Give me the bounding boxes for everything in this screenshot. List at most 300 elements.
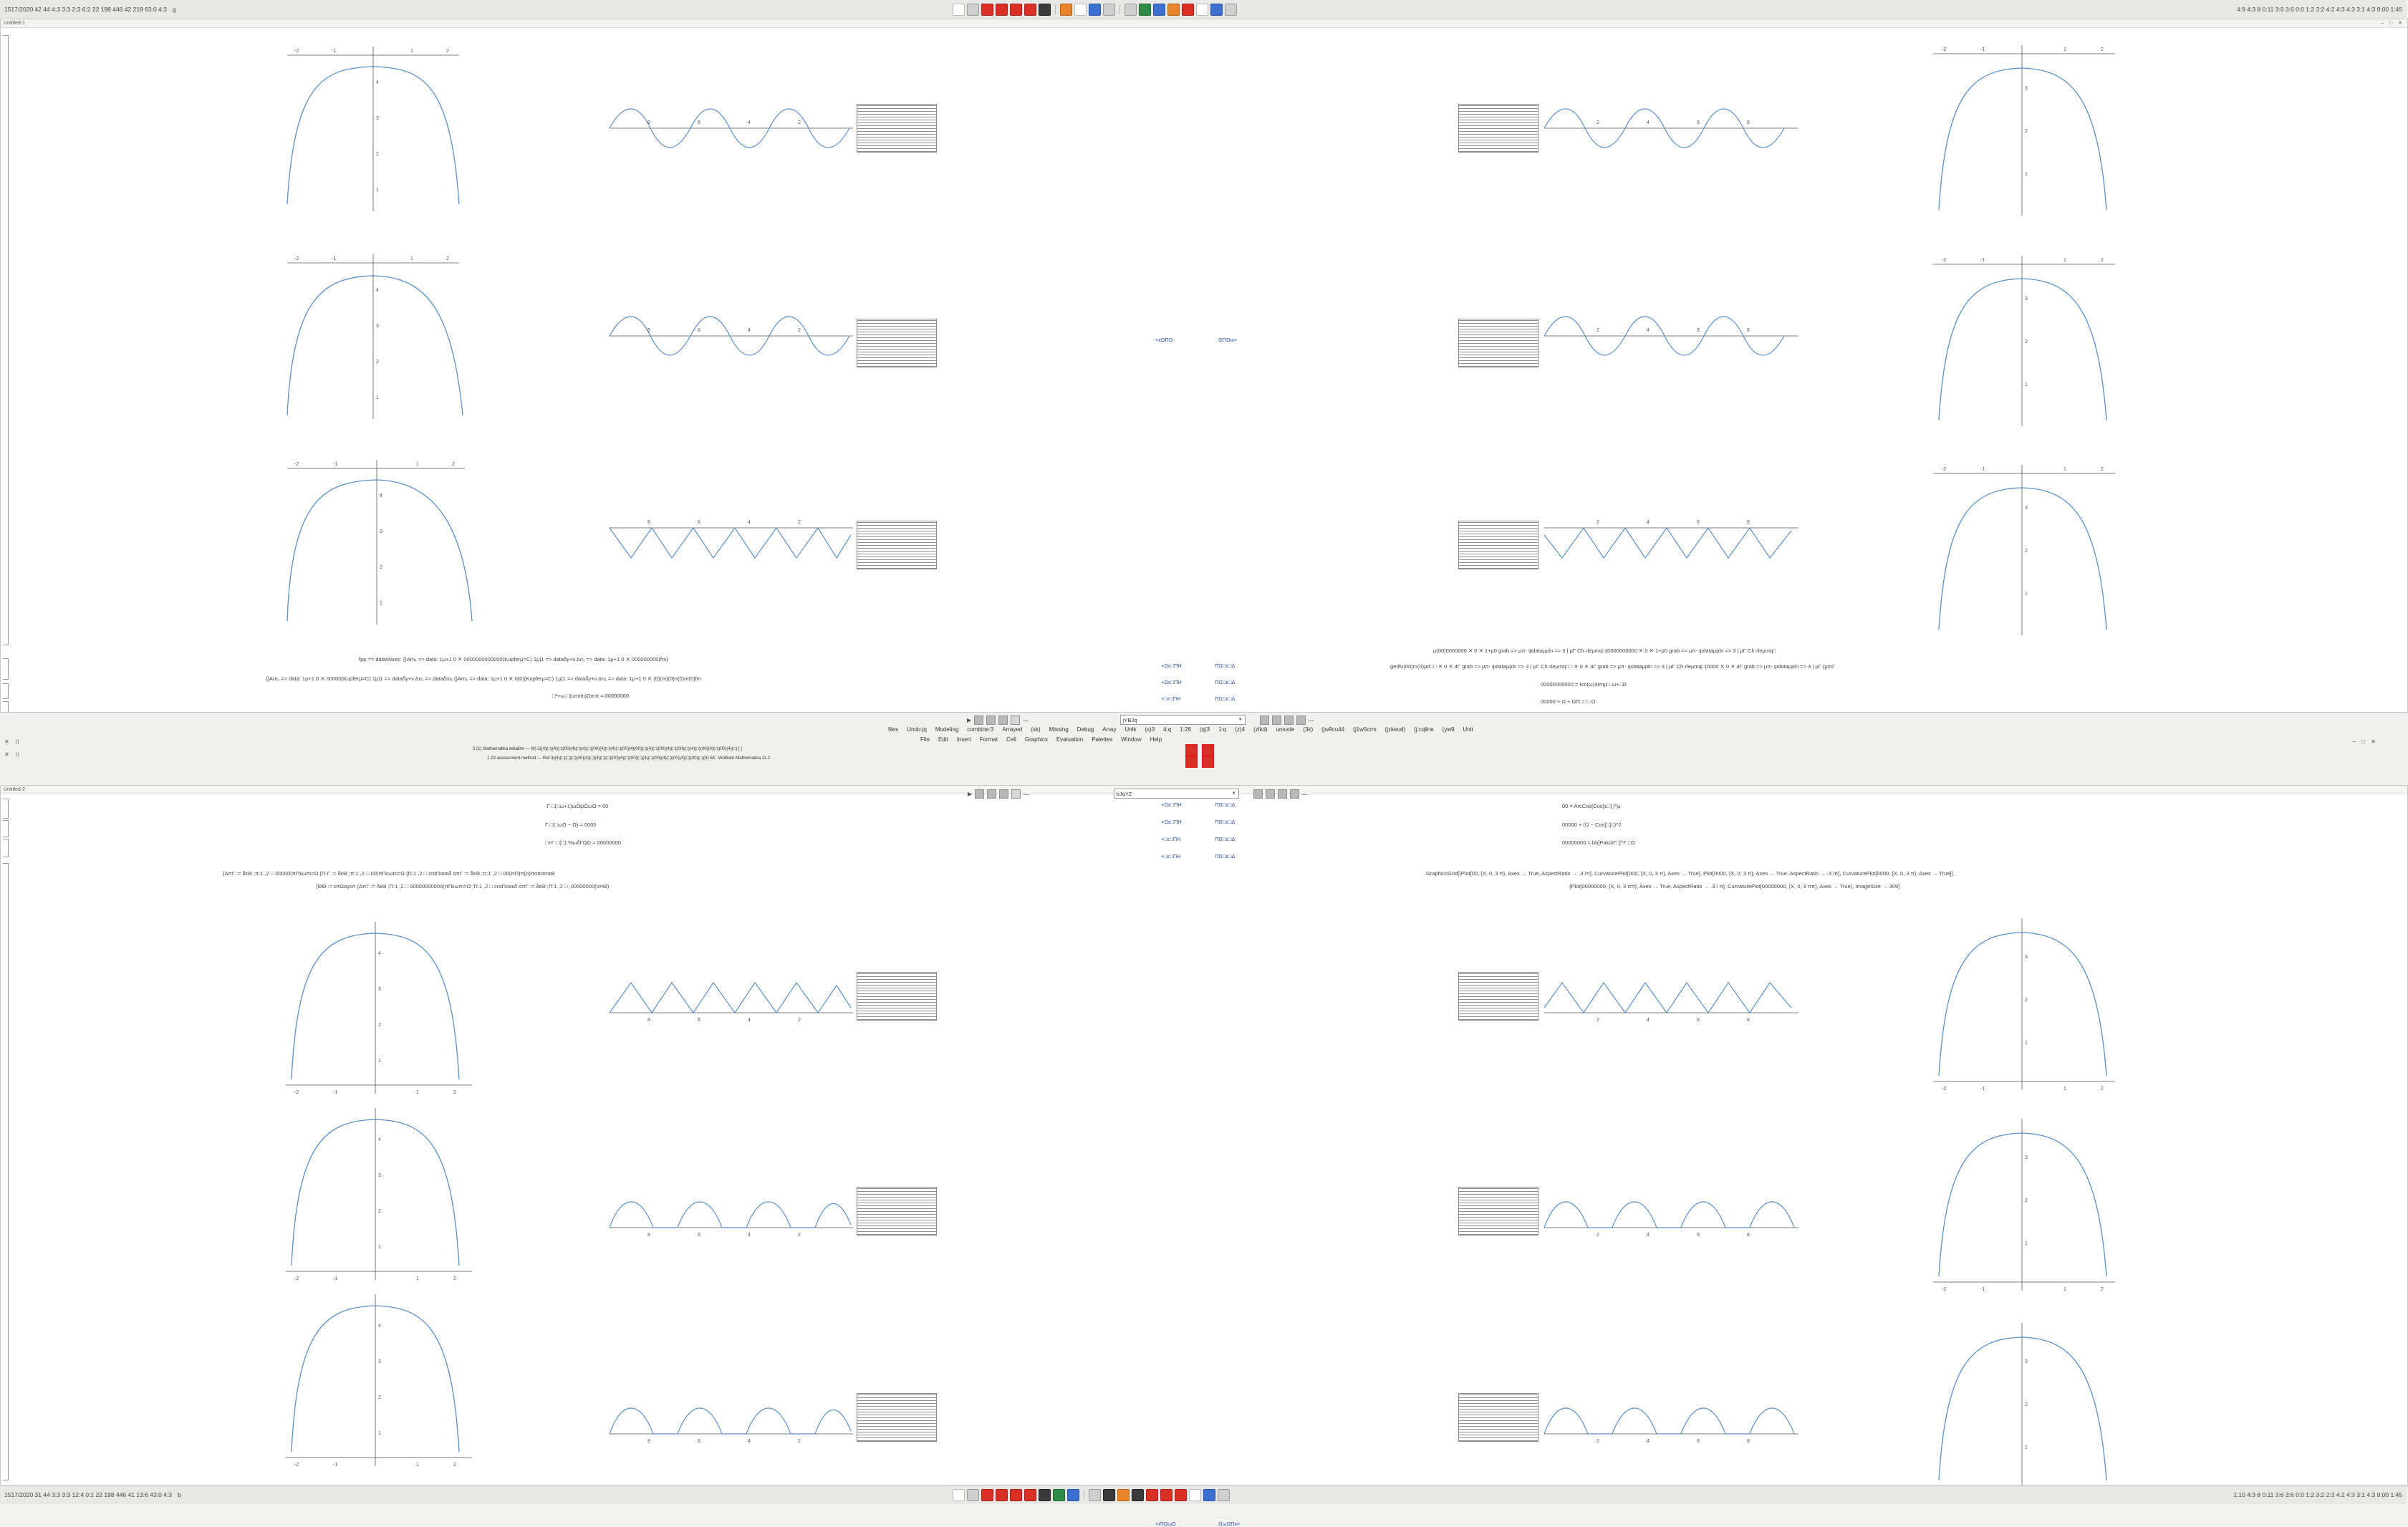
folder-icon[interactable] (1117, 1489, 1130, 1501)
svg-text:4: 4 (1647, 1439, 1650, 1444)
svg-text:-1: -1 (333, 1276, 338, 1281)
menu-insert[interactable]: Insert (956, 736, 971, 743)
plot-topfar-2[interactable] (1927, 249, 2121, 428)
menu-item[interactable]: Undo:jq (907, 726, 927, 733)
top-system-panel (0, 0, 2407, 19)
inline-label[interactable]: +Ωε□ΠΗ (1161, 801, 1182, 808)
menu-graphics[interactable]: Graphics (1024, 736, 1048, 743)
svg-text:2: 2 (2101, 258, 2104, 263)
svg-text:8: 8 (1747, 1233, 1750, 1238)
bottom-panel-tray (953, 1489, 1230, 1501)
code-line[interactable]: GraphicsGrid[{Plot[00, {X, 0, 3 π}, Axes → True, AspectRatio → .3 /π], CurvaturePlot[000, {X, 0, 3 π}, Axes → True], Plot[0000, {X, 0, 3 π}, Axes → True, AspectRatio → .3 /π], CurvaturePlot[0000, {X, 0, 3 π}, Axes → True]}, (1426, 870, 1955, 877)
tool-square[interactable] (987, 789, 996, 799)
svg-text:1: 1 (380, 601, 382, 606)
menu-item[interactable]: Missing (1049, 726, 1069, 733)
inline-label[interactable]: ΠΩ□ε□Δ (1215, 819, 1236, 825)
svg-text:2: 2 (376, 152, 379, 157)
svg-text:2: 2 (453, 1090, 456, 1095)
svg-text:-2: -2 (294, 1463, 299, 1468)
window-controls-mid[interactable]: – □ ✕ (2352, 738, 2378, 745)
svg-text:1: 1 (2063, 258, 2066, 263)
plot-topleft-1[interactable] (280, 39, 466, 211)
svg-text:2: 2 (2101, 1287, 2104, 1292)
center-inline-right[interactable]: ΩωΩΠιι> (1218, 1521, 1241, 1527)
chart-icon[interactable] (1182, 4, 1194, 16)
svg-text:2: 2 (2101, 467, 2104, 472)
bottom-panel-corner-label: b (177, 1491, 181, 1498)
svg-text:2: 2 (1596, 520, 1599, 525)
plot-topright-1[interactable] (1541, 98, 1806, 155)
plot-botmid-3[interactable] (606, 1389, 871, 1447)
log-line-2[interactable]: 1.23 assessment method — Ref 3((4)(□)(□)(□)(00)(4)(□)(4)(□)(□)(00)(4)(□)(00)(□)(4)(□)(00)(4)(□)(00)(4)(□)(00)(□)(4) 58 : Wolfram Mathematica 11.2 (487, 756, 770, 761)
mathematica-red-icon[interactable] (996, 1489, 1008, 1501)
clock-icon[interactable] (1189, 1489, 1201, 1501)
menu-item[interactable]: (z)4 (1235, 726, 1246, 733)
svg-text:2: 2 (2101, 47, 2104, 52)
svg-text:2: 2 (2025, 998, 2028, 1003)
menu-help[interactable]: Help (1150, 736, 1162, 743)
menu-item[interactable]: (s)3 (1145, 726, 1155, 733)
dense-label-block (1458, 1187, 1538, 1235)
menu-evaluation[interactable]: Evaluation (1056, 736, 1084, 743)
code-line[interactable]: {Plot[00000000, {X, 0, 3 ππ}, Axes → True, AspectRatio → .3 / π], CurvaturePlot[00000000, {X, 0, 3 ππ}, Axes → True}, ImageSize → 309] (1569, 883, 1900, 890)
plot-botleft-2[interactable] (280, 1101, 481, 1287)
menu-bar (0, 733, 2407, 743)
svg-text:1: 1 (378, 1245, 381, 1250)
save-icon[interactable] (1089, 1489, 1101, 1501)
inline-label[interactable]: ΠΩ□ε□Δ (1215, 853, 1236, 859)
error-marker-icon[interactable] (1202, 744, 1214, 756)
chart-icon[interactable] (1175, 1489, 1187, 1501)
error-marker-icon[interactable] (1185, 756, 1198, 768)
svg-text:2: 2 (2025, 339, 2028, 345)
svg-text:2: 2 (2025, 129, 2028, 134)
svg-text:8: 8 (1747, 520, 1750, 525)
menu-item[interactable]: (3k) (1303, 726, 1314, 733)
plot-botmid-2[interactable] (606, 1183, 871, 1241)
photo-icon[interactable] (1139, 4, 1151, 16)
svg-text:8: 8 (647, 1439, 650, 1444)
tool-square[interactable] (1272, 716, 1281, 725)
code-line[interactable]: {}Arn₁ => data: 1μ+1 0 ✕ 00000(Kupferμ=C) 1μ|1 => dataδy+ν Δn₁ => dataδm₁ {}Arn₁ => data: 1μ+1 0 ✕ 0(0)(Kupferμ=C) 1μ|1 => dataδy+ν Δn₁ => data: 1μ+1 0 ✕ (0)(m)(0)n(0)m(0)fm (266, 675, 701, 682)
cell-bracket[interactable] (3, 863, 9, 1480)
error-marker-icon[interactable] (1185, 744, 1198, 756)
inline-label[interactable]: +□ε□ΠΗ (1161, 695, 1181, 702)
tool-square[interactable] (1253, 789, 1263, 799)
menu-item[interactable]: (j1w5crm (1353, 726, 1377, 733)
mathematica-red-icon[interactable] (1010, 1489, 1022, 1501)
svg-text:3: 3 (2025, 506, 2028, 511)
misc-icon[interactable] (1218, 1489, 1230, 1501)
svg-text:6: 6 (698, 120, 700, 125)
menu-item[interactable]: (sk) (1031, 726, 1041, 733)
svg-text:2: 2 (2025, 1402, 2028, 1407)
bottom-panel-status: 1517/2020 31 44 3:3 3:3 12:4 0:1 22 198 446 41 13:6 43:0 4:3 (4, 1491, 172, 1498)
tool-square[interactable] (1284, 716, 1294, 725)
svg-text:8: 8 (1747, 328, 1750, 333)
photo-icon[interactable] (1132, 1489, 1144, 1501)
svg-text:-2: -2 (294, 1090, 299, 1095)
svg-text:4: 4 (748, 520, 751, 525)
tool-square[interactable] (974, 716, 983, 725)
tool-row-bottom (1, 789, 1307, 799)
tool-square[interactable] (986, 716, 996, 725)
menu-item[interactable]: 1:28 (1180, 726, 1191, 733)
settings-icon[interactable] (1203, 1489, 1215, 1501)
disk-icon[interactable] (1103, 4, 1115, 16)
menu-item[interactable]: Modeling (935, 726, 959, 733)
menu-edit[interactable]: Edit (938, 736, 948, 743)
plot-botfar-1[interactable] (1927, 911, 2121, 1097)
code-line[interactable]: 00000000 = bb[PakoiΓ□]^Γ·□Ω (1562, 839, 1636, 846)
menu-window[interactable]: Window (1121, 736, 1142, 743)
code-line[interactable]: Γ·□(□ωΩ − Ω) = 0000 (545, 822, 597, 828)
plot-botleft-3[interactable] (280, 1287, 481, 1473)
close-icon[interactable]: ✕ (4, 751, 9, 758)
svg-text:2: 2 (1596, 1439, 1599, 1444)
svg-text:6: 6 (698, 1018, 700, 1023)
chevron-down-icon[interactable]: ▼ (1238, 718, 1243, 722)
svg-text:6: 6 (1697, 1233, 1700, 1238)
menu-item[interactable]: Debug (1077, 726, 1094, 733)
code-line[interactable]: 00 = ArcCos[Cos[±□] ]^μ (1562, 803, 1621, 809)
tool-square[interactable] (999, 789, 1008, 799)
mathematica-red-icon[interactable] (996, 4, 1008, 16)
svg-text:6: 6 (1697, 1018, 1700, 1023)
menu-file[interactable]: File (920, 736, 930, 743)
menu-item[interactable]: (j:cqllne (1414, 726, 1434, 733)
svg-text:-2: -2 (1942, 258, 1947, 263)
mathematica-red-icon[interactable] (1024, 4, 1036, 16)
save-icon[interactable] (1089, 4, 1101, 16)
mathematica-red-icon[interactable] (981, 1489, 993, 1501)
tool-square[interactable] (1011, 789, 1021, 799)
svg-text:1: 1 (378, 1431, 381, 1436)
style-combo-top[interactable] (1120, 715, 1246, 725)
svg-text:8: 8 (1747, 120, 1750, 125)
svg-text:6: 6 (1697, 120, 1700, 125)
code-line[interactable]: μ(00)0000000 ✕ 0 ✕ 1+μ0 grab => μπ⋅ ψdataμpln => 3 | μΓ Ch·rleμmq□(0000000000 ✕ 0 ✕ 1+μ0 grab => μπ⋅ ψdataμpln => 3 | μΓ Ch·rleμmq□ (1433, 647, 1776, 654)
svg-text:3: 3 (378, 1359, 381, 1364)
tool-square[interactable] (975, 789, 984, 799)
plot-topleft-3[interactable] (280, 453, 481, 625)
chevron-down-icon[interactable]: ▼ (1231, 791, 1236, 796)
menu-item[interactable]: (jzkeud) (1384, 726, 1406, 733)
window-controls-top[interactable]: – □ ✕ (2381, 21, 2404, 26)
code-line[interactable]: □²+ω·□(umrln)Ωmπ = 00000000 (552, 693, 629, 699)
menu-item[interactable]: Unlk (1124, 726, 1137, 733)
globe-icon[interactable] (1060, 4, 1072, 16)
clock-icon[interactable] (1196, 4, 1208, 16)
svg-text:1: 1 (2025, 172, 2028, 177)
files-icon[interactable] (953, 1489, 965, 1501)
svg-text:8: 8 (647, 1233, 650, 1238)
style-combo-value: jYBJq (1122, 716, 1137, 723)
tool-square[interactable] (1266, 789, 1275, 799)
svg-text:2: 2 (2025, 1198, 2028, 1203)
mathematica-red-icon[interactable] (981, 4, 993, 16)
plot-topleft-2[interactable] (280, 247, 466, 419)
svg-text:-1: -1 (1980, 467, 1985, 472)
plot-botright-2[interactable] (1541, 1183, 1806, 1241)
style-combo-bottom[interactable] (1114, 789, 1239, 799)
svg-text:2: 2 (453, 1276, 456, 1281)
svg-text:2: 2 (1596, 1233, 1599, 1238)
terminal-icon[interactable] (1039, 1489, 1051, 1501)
svg-text:8: 8 (647, 1018, 650, 1023)
svg-text:1: 1 (376, 188, 379, 193)
svg-text:4: 4 (378, 951, 381, 956)
plot-botleft-1[interactable] (280, 915, 481, 1101)
plot-topright-2[interactable] (1541, 306, 1806, 363)
dense-label-block (857, 1187, 937, 1235)
bottom-system-panel (0, 1485, 2407, 1504)
svg-text:3: 3 (2025, 297, 2028, 302)
menu-format[interactable]: Format (979, 736, 998, 743)
menu-item[interactable]: 1:q (1218, 726, 1227, 733)
svg-text:4: 4 (378, 1324, 381, 1329)
cell-bracket[interactable] (3, 35, 9, 645)
plot-topfar-3[interactable] (1927, 458, 2121, 637)
dense-label-block (857, 319, 937, 367)
svg-text:6: 6 (698, 1439, 700, 1444)
svg-text:1: 1 (2063, 467, 2066, 472)
center-inline-left[interactable]: <ιΠΩωΩ (1155, 1521, 1176, 1527)
svg-text:3: 3 (376, 116, 379, 121)
code-line[interactable]: 00000 + Ω + ΩΠ□□□·Ω (1541, 698, 1596, 705)
svg-text:2: 2 (446, 256, 449, 261)
folder-icon[interactable] (1124, 4, 1137, 16)
notebook-title-top: Untitled-1 (4, 21, 25, 26)
svg-text:2: 2 (798, 120, 801, 125)
globe-icon[interactable] (1053, 1489, 1065, 1501)
cell-bracket[interactable] (3, 839, 9, 857)
misc-icon[interactable] (1225, 4, 1237, 16)
note-icon[interactable] (1167, 4, 1180, 16)
calc-icon[interactable] (1074, 4, 1087, 16)
svg-text:1: 1 (2063, 47, 2066, 52)
editor-icon[interactable] (967, 4, 979, 16)
dense-label-block (857, 104, 937, 153)
svg-text:1: 1 (2025, 382, 2028, 387)
svg-text:3: 3 (380, 529, 382, 534)
menu-item[interactable]: Array (1102, 726, 1117, 733)
code-line[interactable]: □+Γ·□(□)·%ωδΓΩΩ = 00000000 (545, 839, 622, 846)
svg-text:-2: -2 (1942, 1287, 1947, 1292)
inline-label[interactable]: +□ε□ΠΗ (1161, 853, 1181, 859)
cell-bracket[interactable] (3, 658, 9, 680)
code-line[interactable]: {ΔπΓ := δεΘ ;π:1 ,2 □ 00000(πΠεωπι=Ω {Π·Γ := δεΘ ;π:1 ,2 □ 00(πΠεωπι=Ω {Π:1 ,2 □ crαΠοαεδ απΓ := δεΘ ;π:1 ,2 □ 00(πΠ)π(ο)ποπαπαΘ (223, 870, 555, 877)
svg-text:8: 8 (647, 520, 650, 525)
svg-text:4: 4 (378, 1137, 381, 1142)
tool-square[interactable] (1011, 716, 1020, 725)
inline-label[interactable]: +Ωε□ΠΗ (1161, 663, 1182, 669)
plot-topfar-1[interactable] (1927, 38, 2121, 217)
svg-text:1: 1 (410, 256, 413, 261)
svg-text:-1: -1 (333, 1090, 338, 1095)
tool-square[interactable] (998, 716, 1008, 725)
plot-botright-1[interactable] (1541, 968, 1806, 1026)
inline-label[interactable]: +Ωε□ΠΗ (1161, 819, 1182, 825)
plot-botfar-2[interactable] (1927, 1112, 2121, 1298)
dense-label-block (857, 521, 937, 569)
svg-text:6: 6 (1697, 1439, 1700, 1444)
editor-icon[interactable] (967, 1489, 979, 1501)
svg-text:3: 3 (2025, 1155, 2028, 1160)
svg-text:1: 1 (416, 462, 419, 467)
mathematica-red-icon[interactable] (1024, 1489, 1036, 1501)
cell-bracket[interactable] (3, 799, 9, 819)
svg-text:6: 6 (698, 520, 700, 525)
svg-text:2: 2 (378, 1209, 381, 1214)
svg-text:-2: -2 (294, 1276, 299, 1281)
plot-botfar-3[interactable] (1927, 1316, 2121, 1502)
svg-text:4: 4 (1647, 1233, 1650, 1238)
plot-botright-3[interactable] (1541, 1389, 1806, 1447)
inline-label[interactable]: +Ωε□ΠΗ (1161, 679, 1182, 685)
code-line[interactable]: ·Γ·□(□ω+1)ωΩψΩωΩ = 00 (545, 803, 609, 809)
run-button[interactable]: ▶ (967, 716, 972, 723)
tool-square[interactable] (1296, 716, 1306, 725)
svg-text:2: 2 (798, 328, 801, 333)
inline-label[interactable]: ΠΩ□ε□Δ (1215, 679, 1236, 685)
svg-text:4: 4 (1647, 120, 1650, 125)
menu-item[interactable]: (jw9cu44 (1321, 726, 1345, 733)
code-line[interactable]: fpp == dataMixes: {}Arn₁ => data: 1μ+1 0 ✕ 0000000000000(Kupferμ=C) 1μ|1 => dataδy+ν Δn₁ => data: 1μ+1 0 ✕ 000000000(fm) (359, 656, 668, 663)
center-inline-right[interactable]: ΩΠΩιιι> (1218, 337, 1238, 343)
plot-botmid-1[interactable] (606, 968, 871, 1026)
svg-text:6: 6 (698, 328, 700, 333)
svg-text:4: 4 (748, 1018, 751, 1023)
menu-palettes[interactable]: Palettes (1092, 736, 1113, 743)
code-line[interactable]: 00000 + (Ω − Cos[□]□)^2 (1562, 822, 1622, 828)
svg-text:1: 1 (2025, 1241, 2028, 1246)
plot-topmid-3[interactable] (606, 514, 871, 571)
menu-item[interactable]: unsvde (1276, 726, 1295, 733)
menu-item[interactable]: (q)3 (1199, 726, 1210, 733)
tray-divider (1055, 4, 1056, 14)
svg-text:1: 1 (416, 1276, 419, 1281)
menu-item[interactable]: Arrayed (1002, 726, 1023, 733)
svg-text:1: 1 (376, 395, 379, 400)
mail-icon[interactable] (1153, 4, 1165, 16)
cell-bracket-bar-bottom (1, 794, 11, 1486)
dense-label-block (1458, 1393, 1538, 1442)
files-icon[interactable] (953, 4, 965, 16)
mathematica-red-icon[interactable] (1010, 4, 1022, 16)
inline-label[interactable]: ΠΩ□ε□Δ (1215, 801, 1236, 808)
svg-text:4: 4 (380, 493, 382, 498)
svg-text:-1: -1 (333, 462, 338, 467)
disk-icon[interactable] (1103, 1489, 1115, 1501)
svg-text:-1: -1 (332, 49, 337, 54)
cell-bracket[interactable] (3, 683, 9, 699)
svg-text:-2: -2 (1942, 1087, 1947, 1092)
terminal-icon[interactable] (1039, 4, 1051, 16)
svg-text:6: 6 (1697, 328, 1700, 333)
plot-topmid-2[interactable] (606, 306, 871, 363)
secondary-menu-row (0, 725, 2407, 733)
error-marker-icon[interactable] (1202, 756, 1214, 768)
menu-item[interactable]: combine:3 (967, 726, 994, 733)
svg-text:1: 1 (2025, 592, 2028, 597)
inline-label[interactable]: ΠΩ□ε□Δ (1215, 695, 1236, 702)
svg-text:3: 3 (2025, 86, 2028, 91)
svg-text:2: 2 (798, 1233, 801, 1238)
svg-text:-2: -2 (294, 462, 299, 467)
center-inline-left[interactable]: <ιιΩΠΩ (1155, 337, 1173, 343)
tool-square[interactable] (1278, 789, 1287, 799)
notebook-titlebar-top[interactable] (1, 19, 2407, 28)
plot-topmid-1[interactable] (606, 98, 871, 155)
code-line[interactable]: getlfu(00)m(0)μrl□□ ✕ 0 ✕ 4Γ grab => μπ⋅ ψdataμpln => 3 | μΓ Ch·rleμmq□□ ✕ 0 ✕ 4Γ grab => μπ⋅ ψdataμpln => 3 | μΓ Ch·rleμmq□(0000 ✕ 0 ✕ 4Γ grab => μπ⋅ ψdataμpln => 3 | μΓ (μmΓ (1390, 663, 1836, 670)
log-line-1[interactable]: 2 (1) Mathematika initialize — (6) 3((4)(□)(4)(□)(00)(4)(□)(4)(□)(00)(4)(□)(4)(□)(00)(4)(00)(□)(4)(□)(00)(4)(□)(00)(□)(4)(□)(00)(4)(□)(00)(4)(□) [ ] (473, 746, 742, 751)
close-icon[interactable]: ✕ (4, 738, 9, 745)
mail-icon[interactable] (1146, 1489, 1158, 1501)
menu-cell[interactable]: Cell (1006, 736, 1016, 743)
svg-text:-1: -1 (1980, 1087, 1985, 1092)
svg-text:-2: -2 (294, 49, 299, 54)
bracket-icon[interactable]: ⌷ (16, 751, 19, 758)
tool-dash: — (1308, 716, 1314, 723)
menu-item[interactable]: Unit (1463, 726, 1473, 733)
svg-text:2: 2 (2101, 1087, 2104, 1092)
svg-text:2: 2 (446, 49, 449, 54)
svg-text:3: 3 (2025, 1359, 2028, 1364)
svg-text:8: 8 (1747, 1018, 1750, 1023)
svg-text:2: 2 (798, 520, 801, 525)
menu-item[interactable]: (yw9 (1442, 726, 1455, 733)
svg-text:4: 4 (748, 1439, 751, 1444)
note-icon[interactable] (1160, 1489, 1172, 1501)
svg-text:-2: -2 (1942, 467, 1947, 472)
run-button[interactable]: ▶ (968, 790, 973, 797)
calc-icon[interactable] (1067, 1489, 1079, 1501)
menu-item[interactable]: files (888, 726, 899, 733)
cell-bracket[interactable] (3, 820, 9, 837)
menu-item[interactable]: (zlkd) (1253, 726, 1268, 733)
top-panel-status: 1517/2020 42 44 4:3 3:3 2:3 6:2 22 198 446 42 219 63:0 4:3 (4, 6, 167, 13)
svg-text:2: 2 (453, 1463, 456, 1468)
settings-icon[interactable] (1210, 4, 1223, 16)
bracket-icon[interactable]: ⌷ (16, 738, 19, 745)
inline-label[interactable]: ΠΩ□ε□Δ (1215, 663, 1236, 669)
svg-text:-1: -1 (333, 1463, 338, 1468)
plot-topright-3[interactable] (1541, 514, 1806, 571)
tool-square[interactable] (1260, 716, 1269, 725)
svg-text:2: 2 (452, 462, 455, 467)
svg-text:1: 1 (416, 1463, 419, 1468)
svg-text:2: 2 (798, 1439, 801, 1444)
code-line[interactable]: {ΘΘ := επΩαγεπ {ΔπΓ := δεΘ ;Π:1 ,2 □ 00000000000(πΠεωπι=Ω ;Π:1 ,2 □ crαΠοαεδ απΓ := δεΘ ;Π:1 ,2 □ ,00000000(οπΘ) (316, 883, 610, 890)
tool-square[interactable] (1290, 789, 1299, 799)
notebook-window-top (0, 19, 2408, 713)
svg-text:3: 3 (376, 324, 379, 329)
svg-text:-1: -1 (1980, 1287, 1985, 1292)
tray-divider (1119, 4, 1120, 14)
inline-label[interactable]: +□ε□ΠΗ (1161, 836, 1181, 842)
menu-item[interactable]: 4:q (1163, 726, 1172, 733)
inline-label[interactable]: ΠΩ□ε□Δ (1215, 836, 1236, 842)
tool-dash: — (1023, 716, 1029, 723)
tool-dash: — (1024, 790, 1029, 797)
svg-text:6: 6 (1697, 520, 1700, 525)
dense-label-block (857, 972, 937, 1021)
svg-text:1: 1 (2063, 1087, 2066, 1092)
code-line[interactable]: 00000000000 = km(ω)4rmμ□·ω+□Ω (1541, 681, 1627, 688)
svg-text:1: 1 (2063, 1287, 2066, 1292)
svg-text:8: 8 (1747, 1439, 1750, 1444)
